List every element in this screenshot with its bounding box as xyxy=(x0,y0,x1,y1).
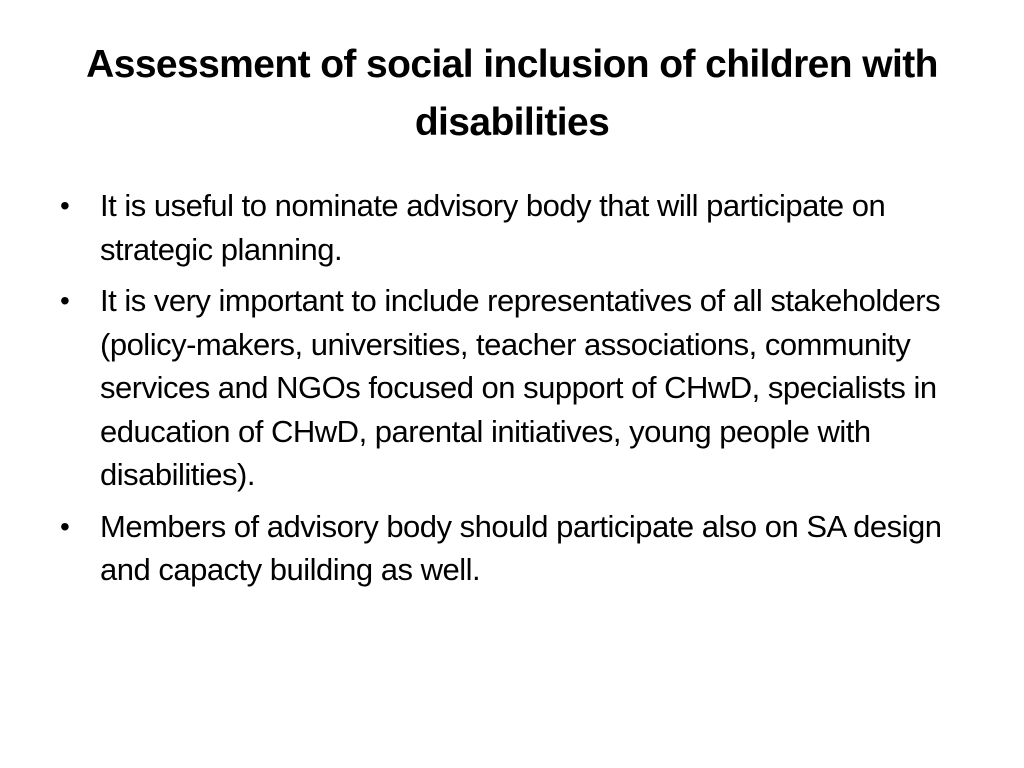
bullet-item xyxy=(60,184,980,271)
bullet-item xyxy=(60,505,980,592)
bullet-point-icon: • xyxy=(60,285,70,316)
bullet-point-icon: • xyxy=(60,190,70,221)
bullet-text: It is very important to include representatives of all stakeholders (policy-makers, universities, teacher associations, community services and NGOs focused on support of CHwD, specialists in education of CHwD, parental initiatives, young people with disabilities). xyxy=(100,283,941,492)
bullet-text: It is useful to nominate advisory body that will participate on strategic planning. xyxy=(100,188,886,267)
bullet-text: Members of advisory body should participate also on SA design and capacty building as well. xyxy=(100,508,942,587)
bullet-list xyxy=(60,184,980,600)
slide-title: Assessment of social inclusion of children with disabilities xyxy=(86,43,938,144)
bullet-point-icon: • xyxy=(60,510,70,542)
bullet-item xyxy=(60,279,980,497)
